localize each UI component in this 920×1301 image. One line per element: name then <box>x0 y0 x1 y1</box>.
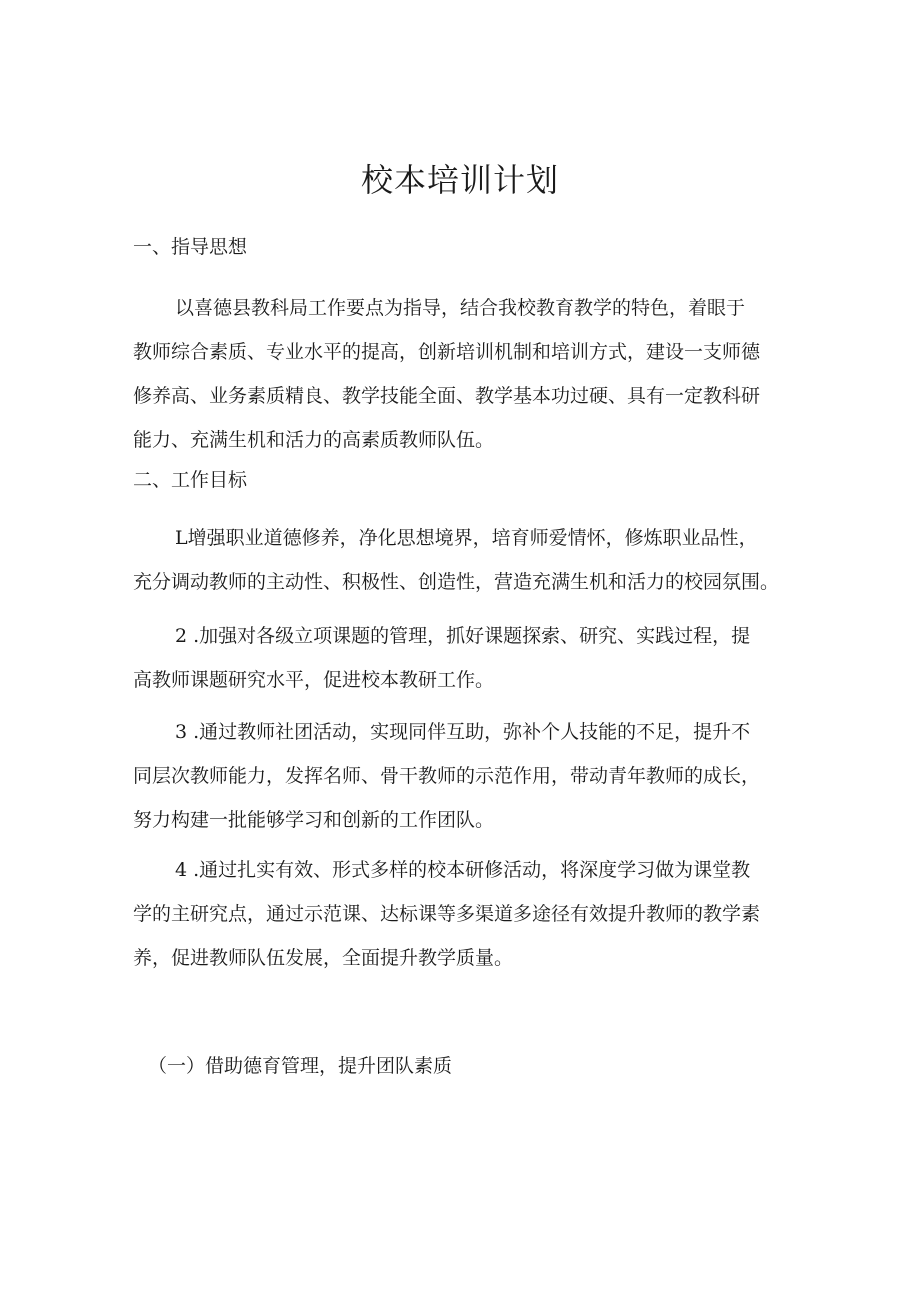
subsection-heading-moral-education: （一）借助德育管理，提升团队素质 <box>148 1055 453 1077</box>
paragraph-line: 同层次教师能力，发挥名师、骨干教师的示范作用，带动青年教师的成长， <box>133 765 761 787</box>
paragraph-line: 修养高、业务素质精良、教学技能全面、教学基本功过硬、具有一定教科研 <box>133 385 761 407</box>
paragraph-goal-1 <box>133 516 793 604</box>
section-heading-work-goals: 二、工作目标 <box>133 469 248 491</box>
paragraph-line: 充分调动教师的主动性、积极性、创造性，营造充满生机和活力的校园氛围。 <box>133 571 780 593</box>
paragraph-line: 努力构建一批能够学习和创新的工作团队。 <box>133 809 495 831</box>
paragraph-line: 以喜德县教科局工作要点为指导，结合我校教育教学的特色，着眼于 <box>175 297 746 319</box>
paragraph-guiding-ideology <box>133 286 793 462</box>
paragraph-goal-3 <box>133 710 793 842</box>
paragraph-goal-2 <box>133 614 793 702</box>
paragraph-line: 4 .通过扎实有效、形式多样的校本研修活动，将深度学习做为课堂教 <box>175 859 751 881</box>
document-title: 校本培训计划 <box>360 161 559 199</box>
paragraph-line: 教师综合素质、专业水平的提高，创新培训机制和培训方式，建设一支师德 <box>133 341 761 363</box>
paragraph-goal-4 <box>133 848 793 980</box>
paragraph-line: L增强职业道德修养，净化思想境界，培育师爱情怀，修炼职业品性， <box>175 527 758 549</box>
paragraph-line: 高教师课题研究水平，促进校本教研工作。 <box>133 669 495 691</box>
paragraph-line: 3 .通过教师社团活动，实现同伴互助，弥补个人技能的不足，提升不 <box>175 721 751 743</box>
section-heading-guiding-ideology: 一、指导思想 <box>133 236 248 258</box>
paragraph-line: 学的主研究点，通过示范课、达标课等多渠道多途径有效提升教师的教学素 <box>133 903 761 925</box>
paragraph-line: 能力、充满生机和活力的高素质教师队伍。 <box>133 429 495 451</box>
paragraph-line: 养，促进教师队伍发展，全面提升教学质量。 <box>133 947 514 969</box>
paragraph-line: 2 .加强对各级立项课题的管理，抓好课题探索、研究、实践过程，提 <box>175 625 751 647</box>
